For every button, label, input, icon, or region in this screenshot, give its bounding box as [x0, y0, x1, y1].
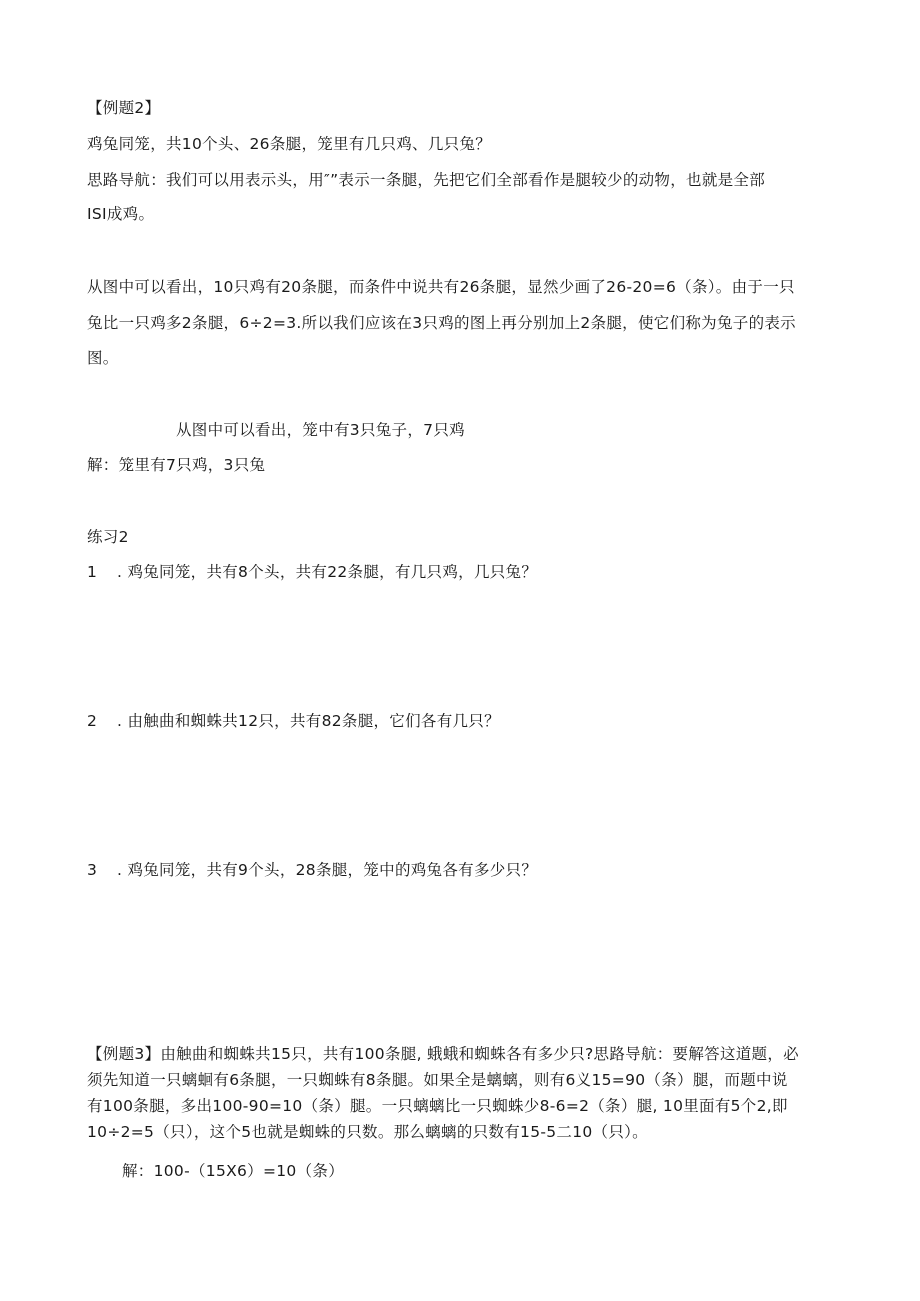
practice-item-2 [87, 711, 500, 731]
example2-conclusion: 从图中可以看出，笼中有3只兔子，7只鸡 [176, 421, 465, 439]
practice-item-1 [87, 562, 537, 582]
example3-line2: 须先知道一只螭蛔有6条腿，一只蜘蛛有8条腿。如果全是螭螭，则有6义15=90（条）腿，而题中说 [87, 1071, 788, 1089]
example2-analysis-line3: 图。 [87, 349, 119, 367]
example3-solution: 解：100-（15X6）=10（条） [122, 1162, 344, 1180]
practice-item-number: 3 [87, 861, 98, 879]
practice2-title: 练习2 [87, 528, 129, 546]
practice-item-text: . 鸡兔同笼，共有8个头，共有22条腿，有几只鸡，几只兔？ [117, 563, 538, 581]
example2-solution: 解：笼里有7只鸡，3只兔 [87, 456, 266, 474]
example3-line4: 10÷2=5（只），这个5也就是蜘蛛的只数。那么螭螭的只数有15-5二10（只）。 [87, 1123, 648, 1141]
example3-line1: 【例题3】由触曲和蜘蛛共15只，共有100条腿, 蛾蛾和蜘蛛各有多少只?思路导航：要解答这道题，必 [87, 1045, 799, 1063]
example2-analysis-line1: 从图中可以看出，10只鸡有20条腿，而条件中说共有26条腿，显然少画了26-20=6（条）。由于一只 [87, 278, 795, 296]
example2-hint-line1: 思路导航：我们可以用表示头，用″”表示一条腿，先把它们全部看作是腿较少的动物，也就是全部 [87, 171, 766, 189]
practice-item-number: 1 [87, 563, 98, 581]
example2-hint-line2: ISI成鸡。 [87, 205, 155, 223]
practice-item-text: . 由触曲和蜘蛛共12只，共有82条腿，它们各有几只？ [117, 712, 500, 730]
example2-question: 鸡兔同笼，共10个头、26条腿，笼里有几只鸡、几只兔？ [87, 135, 492, 153]
practice-item-text: . 鸡兔同笼，共有9个头，28条腿，笼中的鸡兔各有多少只？ [117, 861, 538, 879]
example2-title: 【例题2】 [87, 99, 161, 117]
practice-item-3 [87, 860, 537, 880]
practice-item-number: 2 [87, 712, 98, 730]
example3-line3: 有100条腿，多出100-90=10（条）腿。一只螭螭比一只蜘蛛少8-6=2（条）腿, 10里面有5个2,即 [87, 1097, 788, 1115]
example2-analysis-line2: 兔比一只鸡多2条腿，6÷2=3.所以我们应该在3只鸡的图上再分别加上2条腿，使它们称为兔子的表示 [87, 314, 796, 332]
